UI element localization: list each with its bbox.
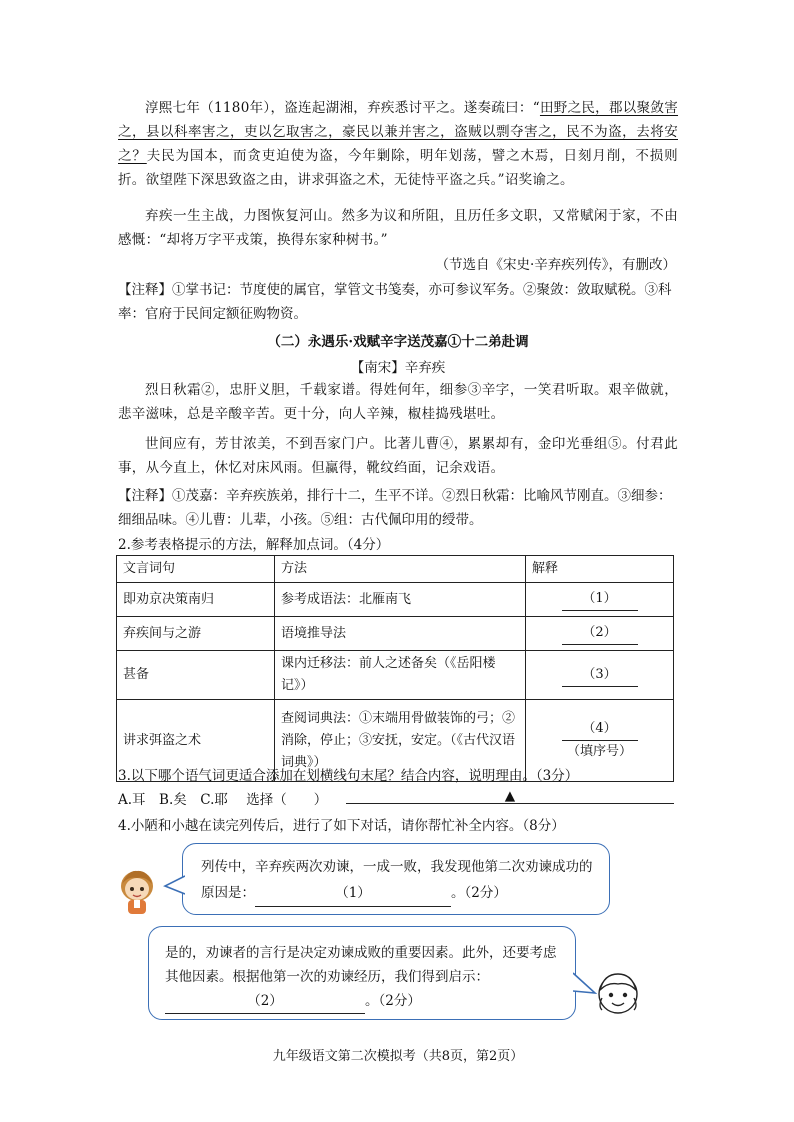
poem-stanza-1: 烈日秋霜②，忠肝义胆，千载家谱。得姓何年，细参③辛字，一笑君听取。艰辛做就，悲辛滋味，总是辛酸辛苦。更十分，向人辛辣，椒桂捣残堪吐。 — [118, 382, 678, 422]
bubble2-text-b: 。（2分） — [365, 993, 421, 1009]
row1-answer-cell[interactable] — [526, 583, 674, 617]
header-phrase: 文言词句 — [117, 556, 275, 583]
girl-avatar — [594, 968, 642, 1018]
table-row — [117, 651, 674, 700]
girl-avatar-icon — [594, 968, 642, 1018]
row4-answer-blank[interactable]: （4） — [562, 718, 638, 741]
passage-note: 【注释】①掌书记：节度使的属官，掌管文书笺奏，亦可参议军务。②聚敛：敛取赋税。③科率：官府于民间定额征购物资。 — [118, 282, 672, 322]
passage-para-1 — [118, 96, 678, 192]
bubble1-text-b: 。（2分） — [451, 885, 507, 901]
poem-note: 【注释】①茂嘉：辛弃疾族弟，排行十二，生平不详。②烈日秋霜：比喻风节刚直。③细参：细细品味。④儿曹：儿辈，小孩。⑤组：古代佩印用的绶带。 — [118, 488, 672, 528]
q2-stem: 2.参考表格提示的方法，解释加点词。（4分） — [118, 537, 390, 553]
row1-answer-blank[interactable]: （1） — [562, 588, 638, 611]
row3-method: 课内迁移法：前人之述备矣（《岳阳楼记》） — [275, 651, 526, 700]
passage-para-2: 弃疾一生主战，力图恢复河山。然多为议和所阻，且历任多文职，又常赋闲于家，不由感慨：“却将万字平戎策，换得东家种树书。” — [118, 208, 678, 248]
bubble2-text — [165, 941, 561, 1014]
q3-options: A.耳 B.矣 C.耶 — [118, 792, 228, 808]
bubble2-text-a: 是的，劝谏者的言行是决定劝谏成败的重要因素。此外，还要考虑其他因素。根据他第一次的劝谏经历，我们得到启示： — [165, 945, 557, 985]
boy-avatar-icon — [116, 866, 158, 916]
page-footer: 九年级语文第二次模拟考（共8页，第2页） — [272, 1049, 524, 1064]
table-row — [117, 583, 674, 617]
table-header-row — [117, 556, 674, 583]
row3-answer-cell[interactable] — [526, 651, 674, 700]
row2-phrase: 弃疾间与之游 — [117, 617, 275, 651]
q2-table — [116, 555, 674, 782]
boy-avatar — [116, 866, 158, 916]
row1-phrase: 即劝京决策南归 — [117, 583, 275, 617]
row2-method: 语境推导法 — [275, 617, 526, 651]
q3-stem: 3.以下哪个语气词更适合添加在划横线句末尾？结合内容，说明理由。（3分） — [118, 768, 579, 784]
q3-answer-line-row — [118, 788, 678, 808]
poem-stanza-2: 世间应有，芳甘浓美，不到吾家门户。比著儿曹④，累累却有，金印光垂组⑤。付君此事，从今直上，休忆对床风雨。但赢得，靴纹绉面，记余戏语。 — [118, 436, 678, 476]
bubble1-text-a: 列传中，辛弃疾两次劝谏，一成一败，我发现他第二次劝谏成功的原因是： — [201, 859, 593, 901]
para1-text-a: 淳熙七年（1180年），盗连起湖湘，弃疾悉讨平之。遂奏疏曰：“ — [145, 100, 540, 116]
header-method: 方法 — [275, 556, 526, 583]
q3-select[interactable]: 选择（ ） — [246, 792, 328, 808]
passage-source: （节选自《宋史·辛弃疾列传》，有删改） — [435, 257, 676, 273]
bubble2-blank[interactable]: （2） — [165, 989, 365, 1014]
speech-bubble-girl — [148, 926, 576, 1020]
poem-title: （二）永遇乐·戏赋辛字送茂嘉①十二弟赴调 — [267, 334, 529, 350]
row4-phrase: 讲求弭盗之术 — [117, 700, 275, 782]
triangle-icon: ▲ — [504, 788, 516, 804]
row3-answer-blank[interactable]: （3） — [562, 664, 638, 687]
speech-bubble-boy — [182, 843, 610, 915]
poem-author: 【南宋】辛弃疾 — [350, 360, 446, 376]
para1-underlined-sentence: 田野之民，郡以聚敛害之，县以科率害之，吏以乞取害之，豪民以兼并害之，盗贼以剽夺害之，民不为盗，去将安之？ — [118, 100, 679, 164]
bubble1-blank[interactable]: （1） — [255, 880, 451, 907]
table-row — [117, 617, 674, 651]
q4-stem: 4.小陋和小越在读完列传后，进行了如下对话，请你帮忙补全内容。（8分） — [118, 818, 565, 834]
row4-answer-note: （填序号） — [566, 744, 632, 759]
bubble1-text — [201, 854, 593, 907]
para1-text-b: 夫民为国本，而贪吏迫使为盗，今年剿除，明年划荡，譬之木焉，日刻月削，不损则折。欲望陛下深思致盗之由，讲求弭盗之术，无徒恃平盗之兵。”诏奖谕之。 — [118, 148, 678, 188]
q3-answer-line[interactable] — [346, 788, 674, 804]
bubble-tail-icon — [163, 874, 185, 896]
row4-method: 查阅词典法：①末端用骨做装饰的弓；②消除，停止；③安抚，安定。（《古代汉语词典》） — [275, 700, 526, 782]
row2-answer-cell[interactable] — [526, 617, 674, 651]
row1-method: 参考成语法：北雁南飞 — [275, 583, 526, 617]
header-answer: 解释 — [526, 556, 674, 583]
row3-phrase: 甚备 — [117, 651, 275, 700]
row2-answer-blank[interactable]: （2） — [562, 622, 638, 645]
